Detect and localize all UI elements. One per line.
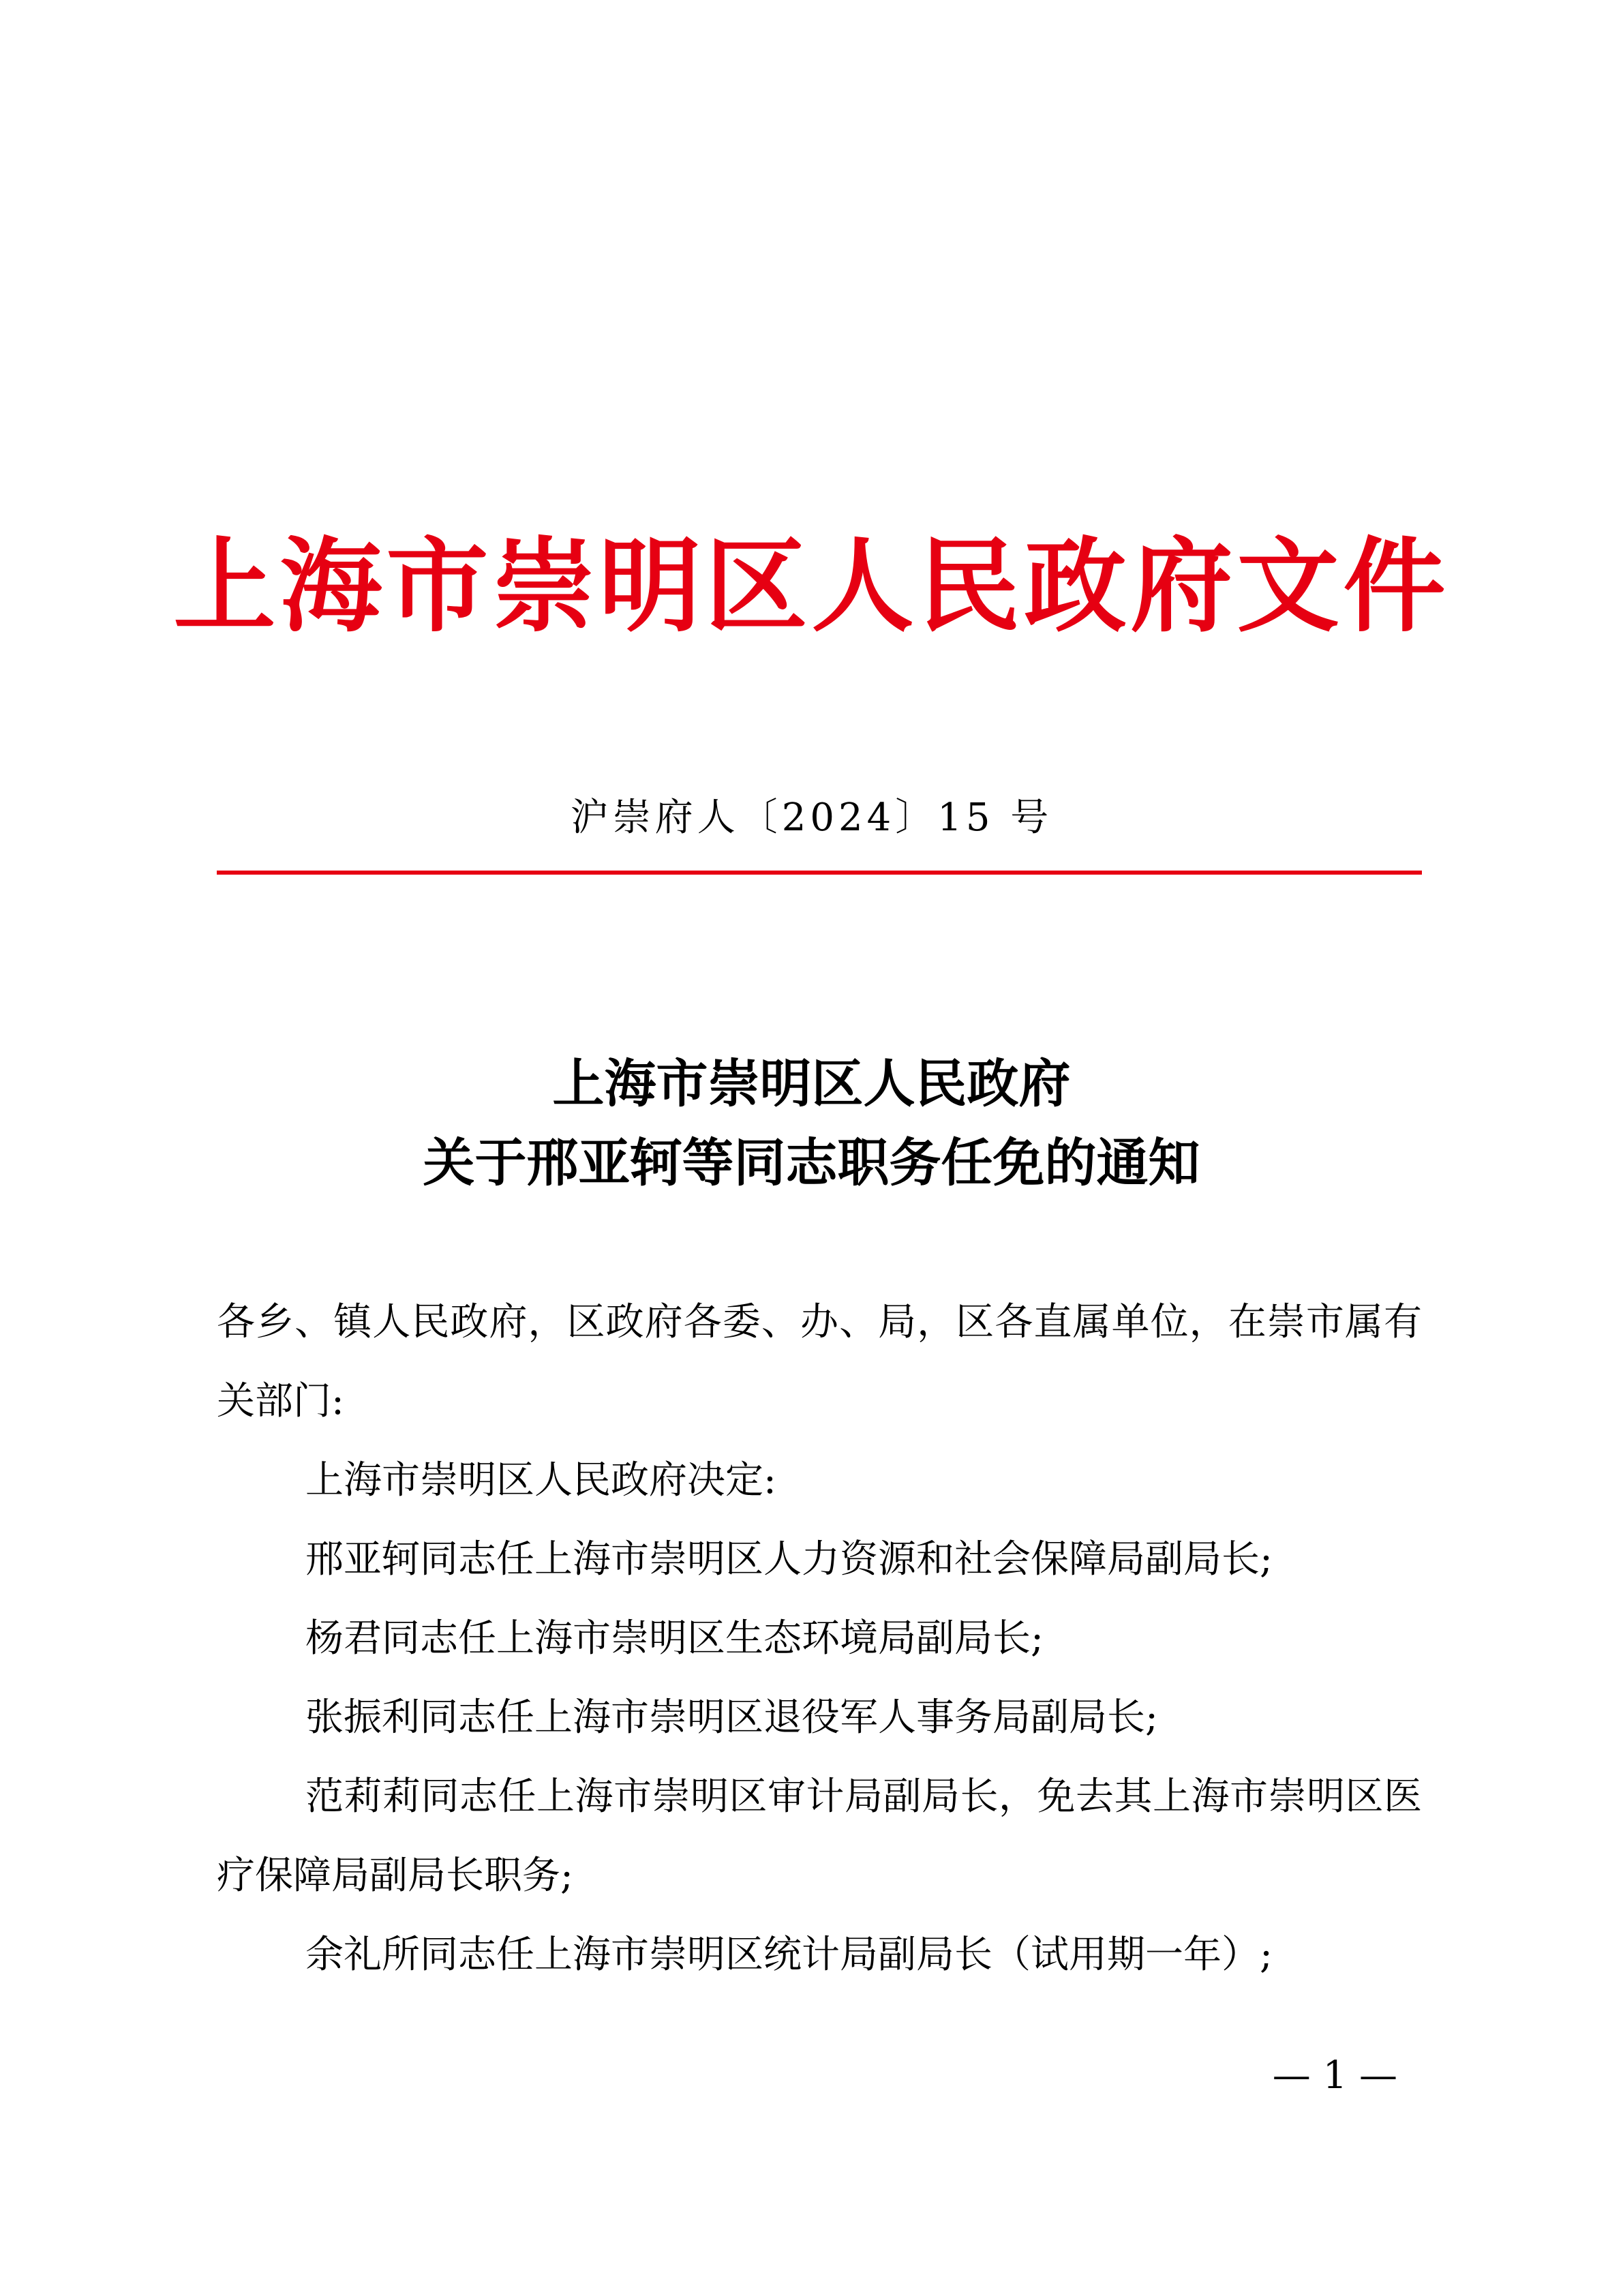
notice-body (217, 1283, 1422, 1995)
body-paragraph-appointment: 余礼所同志任上海市崇明区统计局副局长（试用期一年）; (305, 1933, 1273, 1977)
red-divider-line (217, 871, 1422, 875)
notice-title-line-2: 关于邢亚轲等同志职务任免的通知 (423, 1132, 1200, 1193)
body-paragraph-appointment: 邢亚轲同志任上海市崇明区人力资源和社会保障局副局长; (305, 1537, 1273, 1582)
body-paragraph-decision: 上海市崇明区人民政府决定: (305, 1458, 776, 1502)
body-paragraph-appointment: 范莉莉同志任上海市崇明区审计局副局长，免去其上海市崇明区医疗保障局副局长职务; (217, 1774, 1422, 1898)
notice-title (0, 1044, 1623, 1203)
body-paragraph-appointment: 杨君同志任上海市崇明区生态环境局副局长; (305, 1616, 1044, 1661)
document-number: 沪崇府人〔2024〕15 号 (570, 796, 1053, 840)
notice-title-line-1: 上海市崇明区人民政府 (552, 1053, 1071, 1114)
page-number: — 1 — (1272, 2053, 1397, 2098)
body-paragraph-appointment: 张振利同志任上海市崇明区退役军人事务局副局长; (305, 1695, 1158, 1740)
masthead-title: 上海市崇明区人民政府文件 (173, 526, 1450, 646)
salutation: 各乡、镇人民政府，区政府各委、办、局，区各直属单位，在崇市属有关部门: (217, 1300, 1422, 1423)
